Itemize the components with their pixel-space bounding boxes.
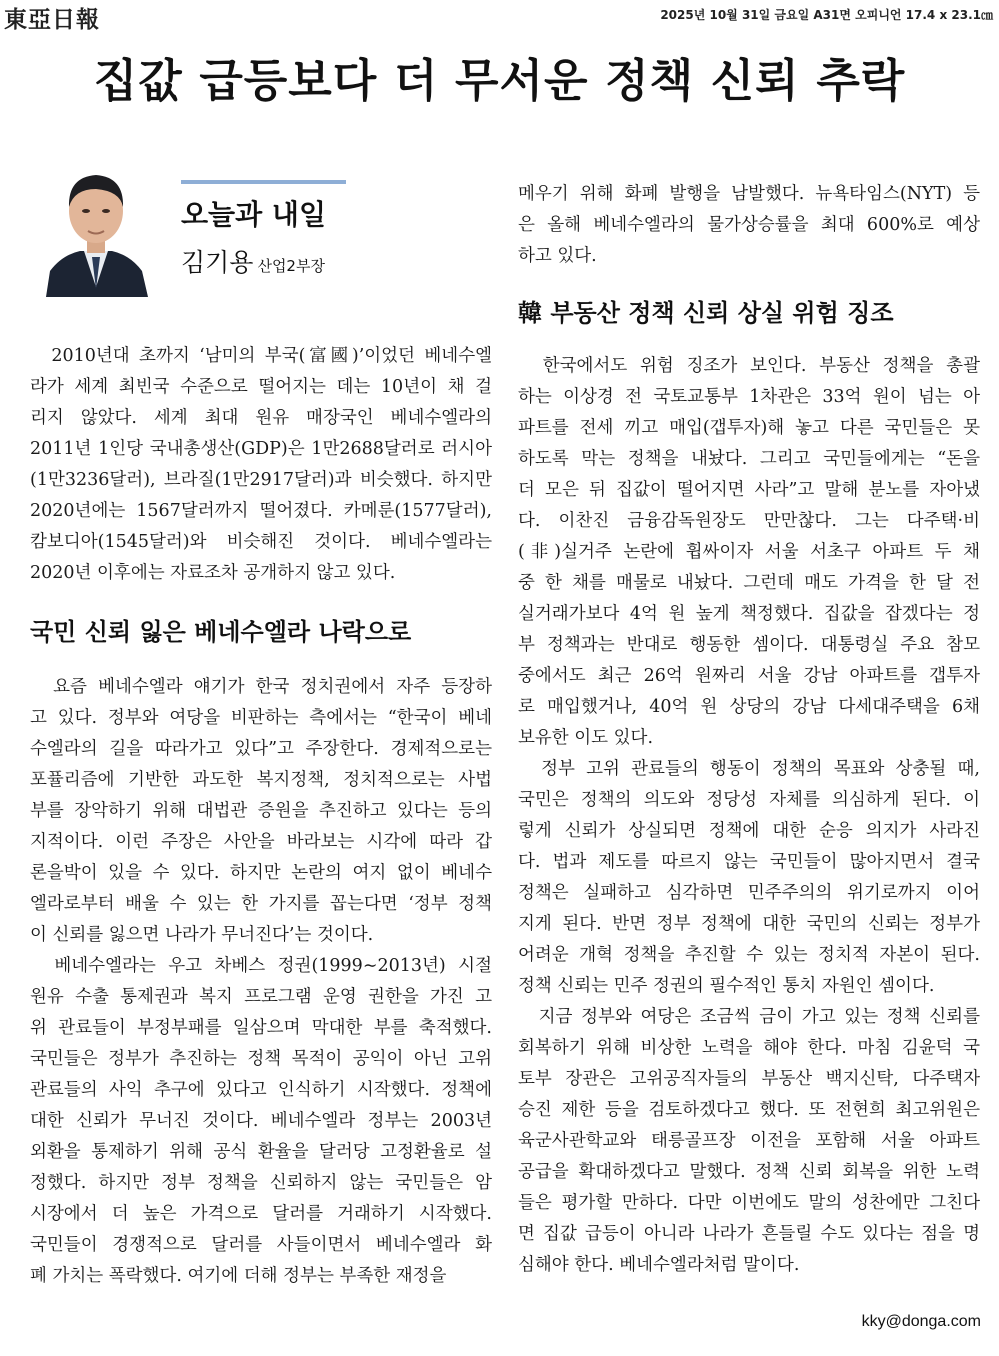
text-line: 렇게 신뢰가 상실되면 정책에 대한 순응 의지가 사라진 [518, 821, 980, 841]
text-line: 엘라로부터 배울 수 있는 한 가지를 꼽는다면 ‘정부 정책 [30, 894, 492, 914]
text-line: 베네수엘라는 우고 차베스 정권(1999∼2013년) 시절 [30, 956, 492, 976]
text-line: 국민은 정책의 의도와 정당성 자체를 의심하게 된다. 이 [518, 790, 980, 810]
text-line: 고 있다. 정부와 여당을 비판하는 측에서는 “한국이 베네 [30, 708, 492, 728]
text-line: 토부 장관은 고위공직자들의 부동산 백지신탁, 다주택자 [518, 1069, 980, 1089]
text-line: 어려운 개혁 정책을 추진할 수 있는 정치적 자본이 된다. [518, 945, 980, 965]
paragraph [518, 179, 980, 272]
text-line: 부 정책과는 반대로 행동한 셈이다. 대통령실 주요 참모 [518, 635, 980, 655]
text-line: 다. 법과 제도를 따르지 않는 국민들이 많아지면서 결국 [518, 852, 980, 872]
subheading: 국민 신뢰 잃은 베네수엘라 나락으로 [30, 618, 412, 646]
column-accent-bar [181, 180, 346, 184]
text-line: 지금 정부와 여당은 조금씩 금이 가고 있는 정책 신뢰를 [518, 1007, 980, 1027]
publication-info: 2025년 10월 31일 금요일 A31면 오피니언 17.4 x 23.1㎝ [660, 8, 993, 22]
text-line: 로 매입했거나, 40억 원 상당의 강남 다세대주택을 6채 [518, 697, 980, 717]
text-line: 라가 세계 최빈국 수준으로 떨어지는 데는 10년이 채 걸 [30, 377, 492, 397]
text-line: 회복하기 위해 비상한 노력을 해야 한다. 마침 김윤덕 국 [518, 1038, 980, 1058]
text-line: 정책은 실패하고 심각하면 민주주의의 위기로까지 이어 [518, 883, 980, 903]
paragraph [30, 341, 492, 589]
subheading: 韓 부동산 정책 신뢰 상실 위험 징조 [518, 299, 894, 327]
text-line: 한국에서도 위험 징조가 보인다. 부동산 정책을 총괄 [518, 356, 980, 376]
text-line: 국민들이 경쟁적으로 달러를 사들이면서 베네수엘라 화 [30, 1235, 492, 1255]
byline [181, 243, 325, 279]
article-headline: 집값 급등보다 더 무서운 정책 신뢰 추락 [93, 54, 906, 107]
text-line: (1만3236달러), 브라질(1만2917달러)과 비슷했다. 하지만 [30, 470, 492, 490]
text-line: 2011년 1인당 국내총생산(GDP)은 1만2688달러로 러시아 [30, 439, 492, 459]
text-line: 2010년대 초까지 ‘남미의 부국(富國)’이었던 베네수엘 [30, 346, 492, 366]
text-line: 2020년 이후에는 자료조차 공개하지 않고 있다. [30, 563, 396, 583]
text-line: 실거래가보다 4억 원 높게 책정했다. 집값을 잡겠다는 정 [518, 604, 980, 624]
text-line: 심해야 한다. 베네수엘라처럼 말이다. [518, 1255, 800, 1275]
text-line: 더 모은 뒤 집값이 떨어지면 사라”고 말해 분노를 자아냈 [518, 480, 980, 500]
text-line: 요즘 베네수엘라 얘기가 한국 정치권에서 자주 등장하 [30, 677, 492, 697]
text-line: 2020년에는 1567달러까지 떨어졌다. 카메룬(1577달러), [30, 501, 492, 521]
text-line: 보유한 이도 있다. [518, 728, 654, 748]
left-column [30, 341, 492, 1292]
column-name: 오늘과 내일 [181, 198, 326, 231]
text-line: 국민들은 정부가 추진하는 정책 목적이 공익이 아닌 고위 [30, 1049, 492, 1069]
text-line: 원유 수출 통제권과 복지 프로그램 운영 권한을 가진 고 [30, 987, 492, 1007]
author-email: kky@donga.com [861, 1313, 981, 1330]
paragraph [518, 351, 980, 754]
text-line: 정했다. 하지만 정부 정책을 신뢰하지 않는 국민들은 암 [30, 1173, 492, 1193]
text-line: 관료들의 사익 추구에 있다고 인식하기 시작했다. 정책에 [30, 1080, 492, 1100]
text-line: 하고 있다. [518, 246, 597, 266]
author-photo [44, 159, 148, 297]
text-line: 론을박이 있을 수 있다. 하지만 논란의 여지 없이 베네수 [30, 863, 492, 883]
text-line: 캄보디아(1545달러)와 비슷해진 것이다. 베네수엘라는 [30, 532, 492, 552]
text-line: 포퓰리즘에 기반한 과도한 복지정책, 정치적으로는 사법 [30, 770, 492, 790]
text-line: 파트를 전세 끼고 매입(갭투자)해 놓고 다른 국민들은 못 [518, 418, 980, 438]
text-line: 면 집값 급등이 아니라 나라가 흔들릴 수도 있다는 점을 명 [518, 1224, 980, 1244]
text-line: 위 관료들이 부정부패를 일삼으며 막대한 부를 축적했다. [30, 1018, 492, 1038]
text-line: 대한 신뢰가 무너진 것이다. 베네수엘라 정부는 2003년 [30, 1111, 492, 1131]
text-line: 정책 신뢰는 민주 정권의 필수적인 통치 자원인 셈이다. [518, 976, 935, 996]
author-department: 산업2부장 [257, 257, 325, 275]
text-line: 은 올해 베네수엘라의 물가상승률을 최대 600%로 예상 [518, 215, 980, 235]
text-line: 부를 장악하기 위해 대법관 증원을 추진하고 있다는 등의 [30, 801, 492, 821]
text-line: 메우기 위해 화폐 발행을 남발했다. 뉴욕타임스(NYT) 등 [518, 184, 980, 204]
text-line: 다. 이찬진 금융감독원장도 만만찮다. 그는 다주택·비 [518, 511, 980, 531]
text-line: 중 한 채를 매물로 내놨다. 그런데 매도 가격을 한 달 전 [518, 573, 980, 593]
text-line: 들은 평가할 만하다. 다만 이번에도 말의 성찬에만 그친다 [518, 1193, 980, 1213]
text-line: 수엘라의 길을 따라가고 있다”고 주장한다. 경제적으로는 [30, 739, 492, 759]
text-line: 공급을 확대하겠다고 말했다. 정책 신뢰 회복을 위한 노력 [518, 1162, 980, 1182]
text-line: 지게 된다. 반면 정부 정책에 대한 국민의 신뢰는 정부가 [518, 914, 980, 934]
paragraph [518, 1002, 980, 1281]
text-line: 하는 이상경 전 국토교통부 1차관은 33억 원이 넘는 아 [518, 387, 980, 407]
text-line: 지적이다. 이런 주장은 사안을 바라보는 시각에 따라 갑 [30, 832, 492, 852]
text-line: 이 신뢰를 잃으면 나라가 무너진다’는 것이다. [30, 925, 374, 945]
paragraph [30, 951, 492, 1292]
text-line: 정부 고위 관료들의 행동이 정책의 목표와 상충될 때, [518, 759, 980, 779]
text-line: 폐 가치는 폭락했다. 여기에 더해 정부는 부족한 재정을 [30, 1266, 447, 1286]
author-name: 김기용 [181, 248, 254, 277]
newspaper-masthead: 東亞日報 [4, 6, 100, 33]
text-line: (非)실거주 논란에 휩싸이자 서울 서초구 아파트 두 채 [518, 542, 980, 562]
text-line: 리지 않았다. 세계 최대 원유 매장국인 베네수엘라의 [30, 408, 492, 428]
text-line: 외환을 통제하기 위해 공식 환율을 달러당 고정환율로 설 [30, 1142, 492, 1162]
text-line: 시장에서 더 높은 가격으로 달러를 거래하기 시작했다. [30, 1204, 492, 1224]
paragraph [518, 754, 980, 1002]
text-line: 승진 제한 등을 검토하겠다고 했다. 또 전현희 최고위원은 [518, 1100, 980, 1120]
text-line: 육군사관학교와 태릉골프장 이전을 포함해 서울 아파트 [518, 1131, 980, 1151]
right-column [518, 179, 980, 1281]
text-line: 중에서도 최근 26억 원짜리 서울 강남 아파트를 갭투자 [518, 666, 980, 686]
text-line: 하도록 막는 정책을 내놨다. 그리고 국민들에게는 “돈을 [518, 449, 980, 469]
paragraph [30, 672, 492, 951]
